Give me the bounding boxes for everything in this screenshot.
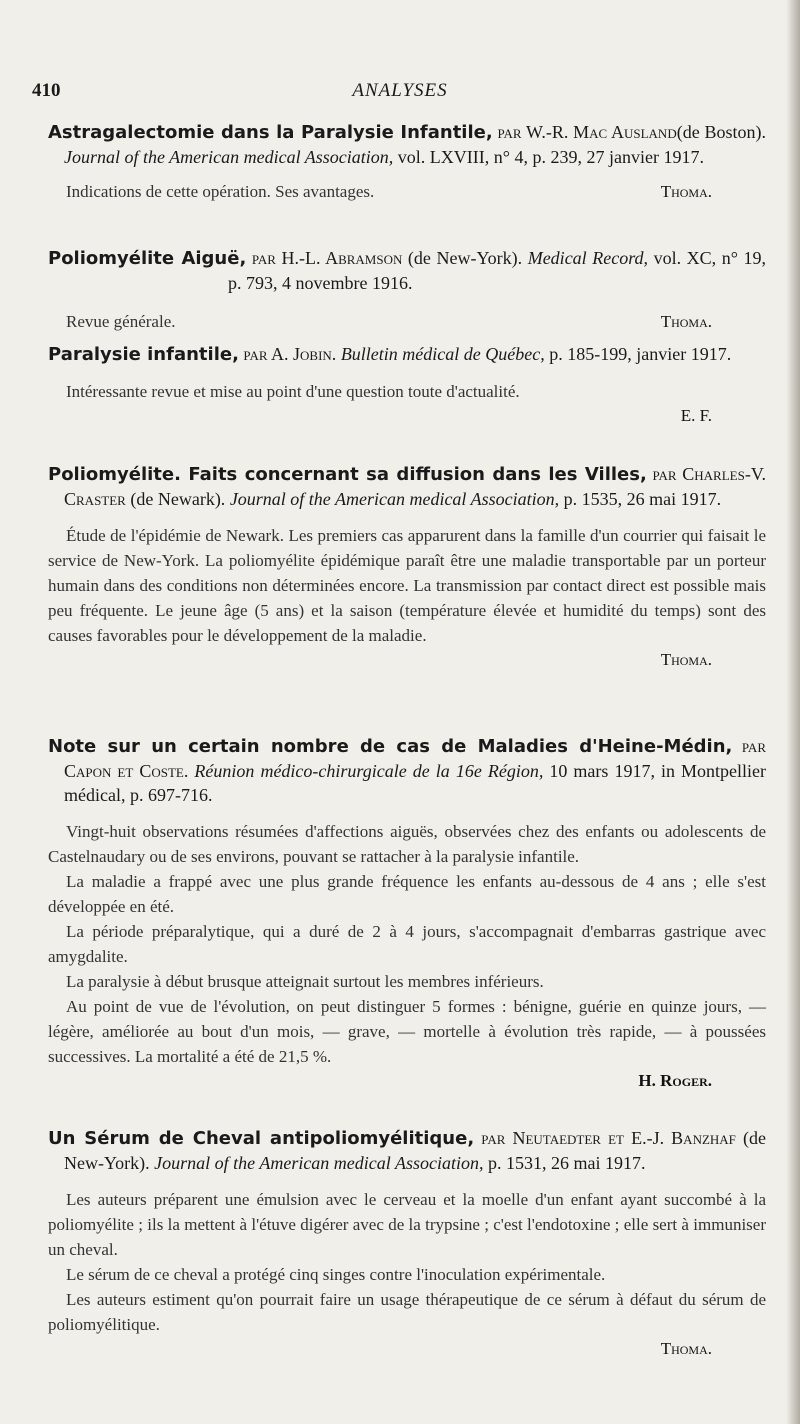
entry-summary: [48, 309, 766, 334]
page-number: 410: [32, 80, 61, 101]
entry-journal: Journal of the American medical Association,: [64, 147, 394, 167]
entry-serum-cheval: [48, 1126, 766, 1361]
entry-authors: par H.-L. Abramson: [251, 248, 403, 268]
entry-heading: [48, 120, 766, 169]
summary-paragraph: Le sérum de ce cheval a protégé cinq singes contre l'inoculation expérimentale.: [66, 1265, 606, 1284]
entry-authors: par Neutaedter et E.-J. Banzhaf: [481, 1128, 736, 1148]
entry-paralysie-infantile: [48, 342, 766, 428]
entry-signature: Thoma.: [660, 1339, 712, 1358]
entry-title: Un Sérum de Cheval antipoliomyélitique,: [48, 1128, 475, 1149]
entry-summary: [48, 379, 766, 428]
entry-citation-b: vol. XC, n° 19, p. 793, 4 novembre 1916.: [228, 248, 766, 293]
entry-heading: [48, 734, 766, 807]
entry-citation-b: vol. LXVIII, n° 4, p. 239, 27 janvier 1917.: [393, 147, 704, 167]
entry-heading: [48, 1126, 766, 1175]
entry-summary: [48, 179, 766, 204]
entry-title: Note sur un certain nombre de cas de Maladies d'Heine-Médin,: [48, 736, 733, 757]
entry-summary: [48, 819, 766, 1093]
entry-authors: par A. Jobin.: [243, 344, 337, 364]
entry-title: Poliomyélite Aiguë,: [48, 248, 247, 269]
summary-paragraph: Au point de vue de l'évolution, on peut distinguer 5 formes : bénigne, guérie en quinze jours, — légère, améliorée au bout d'un mois, — grave, — mortelle à évolution très rapide, — à poussées successives. La mortalité a été de 21,5 %.: [48, 997, 766, 1066]
entry-citation-a: (de Newark).: [125, 489, 230, 509]
entry-authors: par Capon et Coste.: [64, 736, 766, 781]
entry-citation-b: 10 mars 1917, in Montpellier médical, p. 697-716.: [64, 761, 766, 805]
entry-journal: Journal of the American medical Association,: [229, 489, 560, 509]
running-title: ANALYSES: [352, 80, 448, 101]
entry-poliomyelite-diffusion: [48, 462, 766, 672]
entry-authors: par W.-R. Mac Ausland: [497, 122, 677, 142]
entry-journal: Bulletin médical de Québec,: [340, 344, 545, 364]
entry-signature: Thoma.: [660, 182, 712, 201]
summary-text: Indications de cette opération. Ses avantages.: [66, 182, 375, 201]
entry-citation-b: p. 1535, 26 mai 1917.: [559, 489, 722, 509]
entry-summary: [48, 1187, 766, 1361]
page-edge-shadow: [786, 0, 800, 1424]
entry-citation-a: (de Boston).: [676, 122, 766, 142]
summary-paragraph: Étude de l'épidémie de Newark. Les premiers cas apparurent dans la famille d'un courrier qui faisait le service de New-York. La poliomyélite épidémique paraît être une maladie transportable par un porteur humain dans des conditions non déterminées encore. La transmission par contact direct est possible mais peu fréquente. Le jeune âge (5 ans) et la saison (température élevée et humidité du temps) sont des causes favorables pour le développement de la maladie.: [48, 526, 766, 645]
summary-paragraph: Intéressante revue et mise au point d'une question toute d'actualité.: [66, 382, 520, 401]
summary-paragraph: Vingt-huit observations résumées d'affections aiguës, observées chez des enfants ou adolescents de Castelnaudary ou de ses environs, pouvant se rattacher à la paralysie infantile.: [48, 822, 766, 866]
summary-paragraph: Les auteurs préparent une émulsion avec le cerveau et la moelle d'un enfant ayant succombé à la poliomyélite ; ils la mettent à l'étuve digérer avec de la trypsine ; c'est l'endotoxine ; elle sert à immuniser un cheval.: [48, 1190, 766, 1259]
entry-journal: Journal of the American medical Association,: [154, 1153, 484, 1173]
entry-signature: Thoma.: [660, 312, 712, 331]
entry-signature: Thoma.: [660, 650, 712, 669]
entry-title: Astragalectomie dans la Paralysie Infantile,: [48, 122, 493, 143]
summary-text: Revue générale.: [66, 312, 176, 331]
entry-astragalectomie: [48, 120, 766, 204]
entry-poliomyelite-aigue: [48, 246, 766, 334]
entry-journal: Réunion médico-chirurgicale de la 16e Région,: [194, 761, 544, 781]
summary-line: [48, 309, 766, 334]
entry-title: Poliomyélite. Faits concernant sa diffusion dans les Villes,: [48, 464, 647, 485]
entry-citation-b: p. 185-199, janvier 1917.: [544, 344, 732, 364]
entry-journal: Medical Record,: [527, 248, 649, 268]
entry-citation-b: p. 1531, 26 mai 1917.: [483, 1153, 646, 1173]
entry-heading: [48, 342, 766, 367]
entry-signature: E. F.: [680, 406, 712, 425]
summary-paragraph: La période préparalytique, qui a duré de 2 à 4 jours, s'accompagnait d'embarras gastrique avec amygdalite.: [48, 922, 766, 966]
entry-summary: [48, 523, 766, 672]
entry-heine-medin: [48, 734, 766, 1093]
entry-citation-a: (de New-York).: [64, 1128, 766, 1173]
summary-paragraph: Les auteurs estiment qu'on pourrait faire un usage thérapeutique de ce sérum à défaut du sérum de poliomyélitique.: [48, 1290, 766, 1334]
summary-paragraph: La maladie a frappé avec une plus grande fréquence les enfants au-dessous de 4 ans ; elle s'est développée en été.: [48, 872, 766, 916]
summary-line: [48, 179, 766, 204]
entry-heading: [48, 246, 766, 295]
summary-paragraph: La paralysie à début brusque atteignait surtout les membres inférieurs.: [66, 972, 544, 991]
entry-title: Paralysie infantile,: [48, 344, 239, 365]
entry-authors: par Charles-V. Craster: [64, 464, 767, 509]
entry-citation-a: (de New-York).: [402, 248, 528, 268]
entry-signature: H. Roger.: [638, 1071, 712, 1090]
entry-heading: [48, 462, 766, 511]
